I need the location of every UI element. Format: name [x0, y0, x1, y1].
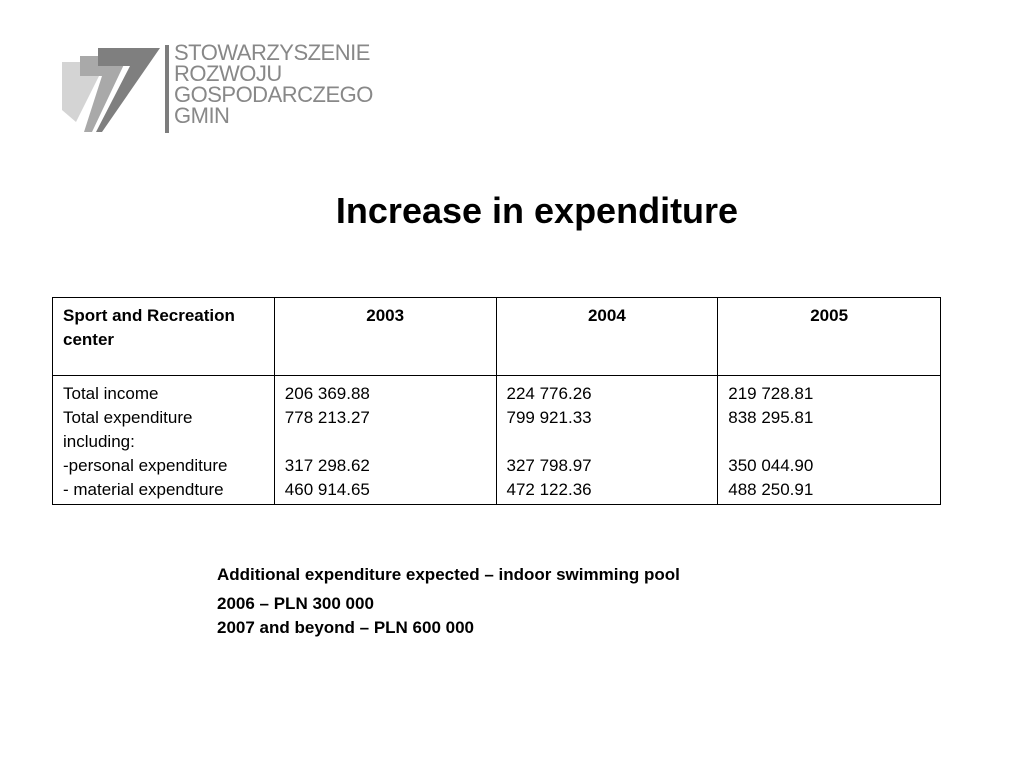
logo-line: STOWARZYSZENIE — [174, 40, 370, 65]
values-cell-2003 — [274, 376, 496, 505]
value: 488 250.91 — [728, 480, 814, 499]
organization-logo — [62, 40, 402, 136]
value — [285, 430, 486, 454]
logo-line: GOSPODARCZEGO — [174, 82, 373, 107]
note-line: 2006 – PLN 300 000 — [217, 594, 374, 613]
value: 460 914.65 — [284, 480, 370, 499]
note-line: 2007 and beyond – PLN 600 000 — [217, 618, 475, 637]
value: 799 921.33 — [506, 408, 592, 427]
logo-wordmark — [174, 42, 373, 126]
value: 778 213.27 — [284, 408, 370, 427]
value: 317 298.62 — [284, 456, 370, 475]
value: 206 369.88 — [284, 384, 370, 403]
value — [507, 430, 708, 454]
value: 327 798.97 — [506, 456, 592, 475]
value: 224 776.26 — [506, 384, 592, 403]
table-row — [53, 376, 941, 505]
row-label: Total expenditure — [63, 408, 193, 427]
table-header-row — [53, 298, 941, 376]
additional-expenditure-notes — [217, 563, 680, 640]
page-title: Increase in expenditure — [335, 190, 739, 231]
row-label: Total income — [63, 384, 159, 403]
value: 472 122.36 — [506, 480, 592, 499]
value: 219 728.81 — [728, 384, 814, 403]
logo-line: ROZWOJU — [174, 61, 282, 86]
expenditure-table — [52, 297, 941, 505]
header-cell-year: 2004 — [496, 298, 718, 376]
logo-divider — [165, 45, 169, 133]
value: 350 044.90 — [728, 456, 814, 475]
header-cell-year: 2003 — [274, 298, 496, 376]
row-label: -personal expenditure — [63, 456, 228, 475]
row-label: - material expendture — [63, 480, 224, 499]
value: 838 295.81 — [728, 408, 814, 427]
value — [728, 430, 930, 454]
row-labels-cell — [53, 376, 275, 505]
logo-line: GMIN — [174, 103, 230, 128]
values-cell-2005 — [718, 376, 941, 505]
header-cell-category: Sport and Recreation center — [53, 298, 275, 376]
row-label: including: — [63, 432, 135, 451]
note-heading: Additional expenditure expected – indoor swimming pool — [217, 565, 680, 584]
values-cell-2004 — [496, 376, 718, 505]
header-cell-year: 2005 — [718, 298, 941, 376]
